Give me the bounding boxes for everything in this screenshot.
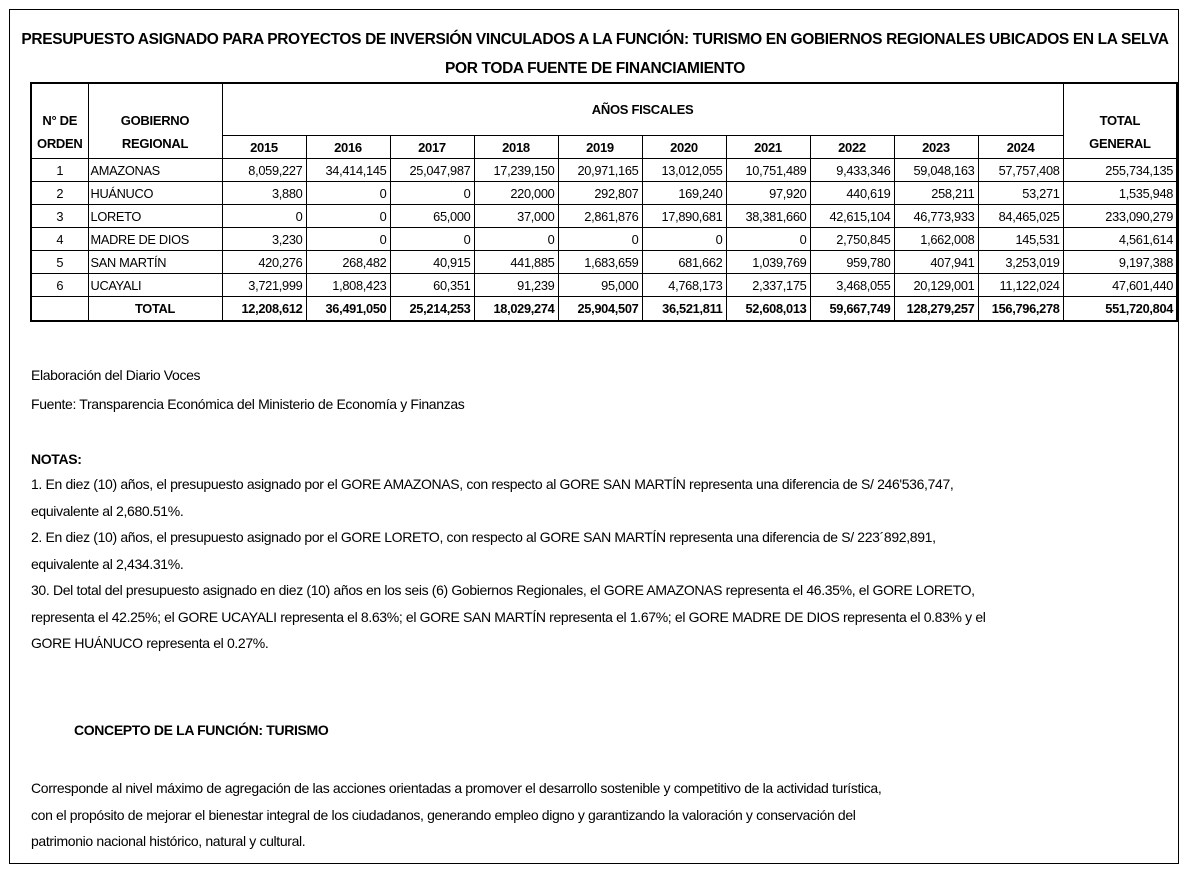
year-value: 0 <box>558 228 642 251</box>
year-value: 17,890,681 <box>642 205 726 228</box>
year-value: 3,721,999 <box>222 274 306 297</box>
column-header-year: 2020 <box>642 136 726 159</box>
row-number: 4 <box>31 228 88 251</box>
column-header-total <box>1063 83 1177 159</box>
year-value: 40,915 <box>390 251 474 274</box>
column-header-gobierno-line2: REGIONAL <box>121 136 189 151</box>
row-number: 6 <box>31 274 88 297</box>
source-credit: Elaboración del Diario Voces <box>31 367 201 383</box>
row-total: 4,561,614 <box>1063 228 1177 251</box>
year-value: 3,230 <box>222 228 306 251</box>
budget-table <box>30 82 1178 322</box>
total-row-empty-cell <box>31 297 88 322</box>
year-value: 0 <box>306 182 390 205</box>
year-value: 59,048,163 <box>894 159 978 182</box>
row-number: 3 <box>31 205 88 228</box>
year-value: 91,239 <box>474 274 558 297</box>
year-value: 11,122,024 <box>978 274 1063 297</box>
year-total-value: 25,904,507 <box>558 297 642 322</box>
year-value: 9,433,346 <box>810 159 894 182</box>
year-value: 420,276 <box>222 251 306 274</box>
row-total: 255,734,135 <box>1063 159 1177 182</box>
year-value: 8,059,227 <box>222 159 306 182</box>
column-header-year: 2015 <box>222 136 306 159</box>
total-row <box>31 297 1177 322</box>
year-value: 2,337,175 <box>726 274 810 297</box>
document-title-line-2: POR TODA FUENTE DE FINANCIAMIENTO <box>445 60 745 77</box>
column-header-year: 2019 <box>558 136 642 159</box>
column-header-orden-line1: N° DE <box>42 113 78 128</box>
year-value: 60,351 <box>390 274 474 297</box>
table-row <box>31 182 1177 205</box>
year-value: 46,773,933 <box>894 205 978 228</box>
row-total: 1,535,948 <box>1063 182 1177 205</box>
row-total: 9,197,388 <box>1063 251 1177 274</box>
year-value: 258,211 <box>894 182 978 205</box>
note-line: equivalente al 2,434.31%. <box>31 555 184 572</box>
year-value: 20,129,001 <box>894 274 978 297</box>
region-name: HUÁNUCO <box>88 182 222 205</box>
year-value: 0 <box>306 205 390 228</box>
column-header-year: 2016 <box>306 136 390 159</box>
year-value: 10,751,489 <box>726 159 810 182</box>
region-name: UCAYALI <box>88 274 222 297</box>
row-number: 5 <box>31 251 88 274</box>
column-header-year: 2017 <box>390 136 474 159</box>
year-total-value: 156,796,278 <box>978 297 1063 322</box>
note-line: 30. Del total del presupuesto asignado en diez (10) años en los seis (6) Gobiernos Regionales, el GORE AMAZONAS representa el 46.35%, el GORE LORETO, <box>31 582 975 598</box>
row-total: 47,601,440 <box>1063 274 1177 297</box>
year-value: 169,240 <box>642 182 726 205</box>
column-header-total-line1: TOTAL <box>1099 113 1141 128</box>
column-header-year: 2024 <box>978 136 1063 159</box>
year-total-value: 36,521,811 <box>642 297 726 322</box>
year-value: 53,271 <box>978 182 1063 205</box>
year-value: 0 <box>474 228 558 251</box>
year-value: 268,482 <box>306 251 390 274</box>
notes-body <box>31 471 1131 657</box>
row-number: 1 <box>31 159 88 182</box>
year-value: 34,414,145 <box>306 159 390 182</box>
year-total-value: 59,667,749 <box>810 297 894 322</box>
year-value: 3,880 <box>222 182 306 205</box>
column-header-year: 2018 <box>474 136 558 159</box>
note-line: 2. En diez (10) años, el presupuesto asignado por el GORE LORETO, con respecto al GORE SAN MARTÍN representa una diferencia de S/ 223´892,891, <box>31 529 936 545</box>
year-value: 1,683,659 <box>558 251 642 274</box>
column-header-orden-line2: ORDEN <box>37 136 83 151</box>
year-value: 38,381,660 <box>726 205 810 228</box>
table-body <box>31 159 1177 322</box>
year-value: 3,253,019 <box>978 251 1063 274</box>
year-value: 0 <box>306 228 390 251</box>
year-value: 0 <box>726 228 810 251</box>
year-value: 4,768,173 <box>642 274 726 297</box>
column-header-year: 2022 <box>810 136 894 159</box>
table-row <box>31 228 1177 251</box>
table-row <box>31 251 1177 274</box>
year-value: 441,885 <box>474 251 558 274</box>
column-header-year: 2021 <box>726 136 810 159</box>
region-name: AMAZONAS <box>88 159 222 182</box>
year-value: 440,619 <box>810 182 894 205</box>
table-row <box>31 159 1177 182</box>
year-total-value: 36,491,050 <box>306 297 390 322</box>
table-row <box>31 274 1177 297</box>
year-value: 65,000 <box>390 205 474 228</box>
column-header-years: AÑOS FISCALES <box>222 83 1063 136</box>
year-value: 220,000 <box>474 182 558 205</box>
year-value: 1,662,008 <box>894 228 978 251</box>
year-value: 13,012,055 <box>642 159 726 182</box>
year-value: 681,662 <box>642 251 726 274</box>
year-total-value: 25,214,253 <box>390 297 474 322</box>
year-value: 25,047,987 <box>390 159 474 182</box>
row-total: 233,090,279 <box>1063 205 1177 228</box>
year-value: 97,920 <box>726 182 810 205</box>
grand-total-value: 551,720,804 <box>1063 297 1177 322</box>
year-value: 17,239,150 <box>474 159 558 182</box>
concept-line: Corresponde al nivel máximo de agregación de las acciones orientadas a promover el desarrollo sostenible y competitivo de la actividad turística, <box>31 780 882 796</box>
year-value: 95,000 <box>558 274 642 297</box>
year-value: 84,465,025 <box>978 205 1063 228</box>
table-header <box>31 83 1177 159</box>
note-line: representa el 42.25%; el GORE UCAYALI representa el 8.63%; el GORE SAN MARTÍN representa el 1.67%; el GORE MADRE DE DIOS representa el 0.83% y el <box>31 608 986 625</box>
year-value: 145,531 <box>978 228 1063 251</box>
source-reference: Fuente: Transparencia Económica del Ministerio de Economía y Finanzas <box>31 396 465 412</box>
column-header-gobierno-line1: GOBIERNO <box>120 113 190 128</box>
year-value: 1,808,423 <box>306 274 390 297</box>
year-value: 57,757,408 <box>978 159 1063 182</box>
region-name: SAN MARTÍN <box>88 251 222 274</box>
concept-line: con el propósito de mejorar el bienestar integral de los ciudadanos, generando empleo digno y garantizando la valoración y conservación del <box>31 806 856 823</box>
year-total-value: 52,608,013 <box>726 297 810 322</box>
concept-body <box>31 775 1131 855</box>
year-value: 2,750,845 <box>810 228 894 251</box>
column-header-year: 2023 <box>894 136 978 159</box>
document-title-line-1: PRESUPUESTO ASIGNADO PARA PROYECTOS DE INVERSIÓN VINCULADOS A LA FUNCIÓN: TURISMO EN GOBIERNOS REGIONALES UBICADOS EN LA SELVA <box>21 31 1169 48</box>
column-header-total-line2: GENERAL <box>1089 136 1151 151</box>
total-row-label: TOTAL <box>88 297 222 322</box>
concept-heading: CONCEPTO DE LA FUNCIÓN: TURISMO <box>74 722 329 738</box>
year-value: 407,941 <box>894 251 978 274</box>
year-total-value: 12,208,612 <box>222 297 306 322</box>
year-value: 0 <box>390 228 474 251</box>
year-value: 20,971,165 <box>558 159 642 182</box>
year-value: 3,468,055 <box>810 274 894 297</box>
notes-heading: NOTAS: <box>31 451 82 467</box>
year-value: 292,807 <box>558 182 642 205</box>
year-value: 37,000 <box>474 205 558 228</box>
year-total-value: 128,279,257 <box>894 297 978 322</box>
column-header-gobierno <box>88 83 222 159</box>
year-value: 2,861,876 <box>558 205 642 228</box>
year-value: 42,615,104 <box>810 205 894 228</box>
note-line: GORE HUÁNUCO representa el 0.27%. <box>31 635 269 651</box>
note-line: 1. En diez (10) años, el presupuesto asignado por el GORE AMAZONAS, con respecto al GORE SAN MARTÍN representa una diferencia de S/ 246'536,747, <box>31 476 954 492</box>
year-value: 0 <box>642 228 726 251</box>
row-number: 2 <box>31 182 88 205</box>
year-value: 959,780 <box>810 251 894 274</box>
region-name: MADRE DE DIOS <box>88 228 222 251</box>
year-value: 0 <box>222 205 306 228</box>
year-value: 1,039,769 <box>726 251 810 274</box>
year-total-value: 18,029,274 <box>474 297 558 322</box>
table-row <box>31 205 1177 228</box>
year-value: 0 <box>390 182 474 205</box>
note-line: equivalente al 2,680.51%. <box>31 502 184 519</box>
column-header-orden <box>31 83 88 159</box>
region-name: LORETO <box>88 205 222 228</box>
concept-line: patrimonio nacional histórico, natural y cultural. <box>31 833 306 849</box>
